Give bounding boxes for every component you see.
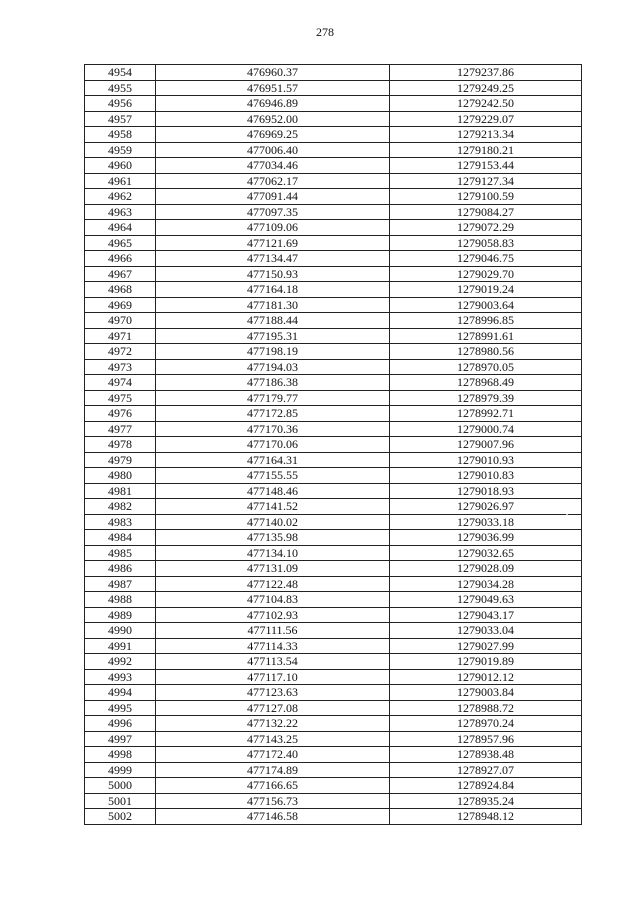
point-number-cell: 4959 <box>85 142 156 158</box>
point-number-cell: 4996 <box>85 716 156 732</box>
x-coordinate-cell: 477179.77 <box>156 390 390 406</box>
table-row <box>85 685 582 701</box>
point-number-cell: 4990 <box>85 623 156 639</box>
x-coordinate-cell: 477121.69 <box>156 235 390 251</box>
y-coordinate-cell: 1278992.71 <box>390 406 582 422</box>
y-coordinate-cell: 1279033.18 <box>390 514 582 530</box>
x-coordinate-cell: 477195.31 <box>156 328 390 344</box>
y-coordinate-cell: 1279049.63 <box>390 592 582 608</box>
point-number-cell: 4962 <box>85 189 156 205</box>
table-row <box>85 173 582 189</box>
x-coordinate-cell: 477134.47 <box>156 251 390 267</box>
table-row <box>85 111 582 127</box>
table-row <box>85 80 582 96</box>
x-coordinate-cell: 476946.89 <box>156 96 390 112</box>
y-coordinate-cell: 1279019.89 <box>390 654 582 670</box>
x-coordinate-cell: 476969.25 <box>156 127 390 143</box>
x-coordinate-cell: 477172.85 <box>156 406 390 422</box>
table-row <box>85 778 582 794</box>
point-number-cell: 4998 <box>85 747 156 763</box>
table-row <box>85 204 582 220</box>
table-row <box>85 576 582 592</box>
point-number-cell: 4997 <box>85 731 156 747</box>
table-row <box>85 654 582 670</box>
y-coordinate-cell: 1278924.84 <box>390 778 582 794</box>
x-coordinate-cell: 477170.36 <box>156 421 390 437</box>
x-coordinate-cell: 477140.02 <box>156 514 390 530</box>
table-row <box>85 297 582 313</box>
x-coordinate-cell: 477143.25 <box>156 731 390 747</box>
table-row <box>85 313 582 329</box>
y-coordinate-cell: 1279213.34 <box>390 127 582 143</box>
point-number-cell: 5002 <box>85 809 156 825</box>
y-coordinate-cell: 1279072.29 <box>390 220 582 236</box>
x-coordinate-cell: 477097.35 <box>156 204 390 220</box>
point-number-cell: 5001 <box>85 793 156 809</box>
y-coordinate-cell: 1279032.65 <box>390 545 582 561</box>
point-number-cell: 4992 <box>85 654 156 670</box>
table-row <box>85 406 582 422</box>
point-number-cell: 4966 <box>85 251 156 267</box>
table-row <box>85 468 582 484</box>
point-number-cell: 4967 <box>85 266 156 282</box>
point-number-cell: 4989 <box>85 607 156 623</box>
point-number-cell: 4985 <box>85 545 156 561</box>
y-coordinate-cell: 1279084.27 <box>390 204 582 220</box>
table-row <box>85 762 582 778</box>
point-number-cell: 4958 <box>85 127 156 143</box>
y-coordinate-cell: 1279018.93 <box>390 483 582 499</box>
x-coordinate-cell: 477102.93 <box>156 607 390 623</box>
table-row <box>85 390 582 406</box>
y-coordinate-cell: 1279003.84 <box>390 685 582 701</box>
table-row <box>85 189 582 205</box>
table-row <box>85 530 582 546</box>
x-coordinate-cell: 477188.44 <box>156 313 390 329</box>
table-row <box>85 607 582 623</box>
table-row <box>85 96 582 112</box>
point-number-cell: 4993 <box>85 669 156 685</box>
y-coordinate-cell: 1278996.85 <box>390 313 582 329</box>
y-coordinate-cell: 1279000.74 <box>390 421 582 437</box>
x-coordinate-cell: 477006.40 <box>156 142 390 158</box>
x-coordinate-cell: 477091.44 <box>156 189 390 205</box>
point-number-cell: 4963 <box>85 204 156 220</box>
x-coordinate-cell: 477114.33 <box>156 638 390 654</box>
point-number-cell: 4982 <box>85 499 156 515</box>
table-row <box>85 793 582 809</box>
point-number-cell: 4980 <box>85 468 156 484</box>
scan-speck <box>566 514 568 515</box>
x-coordinate-cell: 476952.00 <box>156 111 390 127</box>
page-number: 278 <box>316 25 334 39</box>
x-coordinate-cell: 477172.40 <box>156 747 390 763</box>
point-number-cell: 4961 <box>85 173 156 189</box>
table-row <box>85 638 582 654</box>
point-number-cell: 4957 <box>85 111 156 127</box>
table-row <box>85 809 582 825</box>
y-coordinate-cell: 1279029.70 <box>390 266 582 282</box>
x-coordinate-cell: 477198.19 <box>156 344 390 360</box>
point-number-cell: 4987 <box>85 576 156 592</box>
y-coordinate-cell: 1279153.44 <box>390 158 582 174</box>
y-coordinate-cell: 1279242.50 <box>390 96 582 112</box>
table-row <box>85 344 582 360</box>
x-coordinate-cell: 477111.56 <box>156 623 390 639</box>
table-row <box>85 483 582 499</box>
table-row <box>85 65 582 81</box>
y-coordinate-cell: 1278948.12 <box>390 809 582 825</box>
table-row <box>85 731 582 747</box>
table-row <box>85 266 582 282</box>
x-coordinate-cell: 477155.55 <box>156 468 390 484</box>
x-coordinate-cell: 477122.48 <box>156 576 390 592</box>
coordinate-table <box>84 64 582 825</box>
y-coordinate-cell: 1278970.05 <box>390 359 582 375</box>
table-row <box>85 700 582 716</box>
y-coordinate-cell: 1279237.86 <box>390 65 582 81</box>
y-coordinate-cell: 1278979.39 <box>390 390 582 406</box>
point-number-cell: 4979 <box>85 452 156 468</box>
point-number-cell: 4954 <box>85 65 156 81</box>
y-coordinate-cell: 1278968.49 <box>390 375 582 391</box>
point-number-cell: 4974 <box>85 375 156 391</box>
y-coordinate-cell: 1278991.61 <box>390 328 582 344</box>
point-number-cell: 4971 <box>85 328 156 344</box>
point-number-cell: 4970 <box>85 313 156 329</box>
y-coordinate-cell: 1279010.83 <box>390 468 582 484</box>
table-row <box>85 282 582 298</box>
table-row <box>85 514 582 530</box>
point-number-cell: 4977 <box>85 421 156 437</box>
point-number-cell: 4995 <box>85 700 156 716</box>
point-number-cell: 4978 <box>85 437 156 453</box>
y-coordinate-cell: 1278988.72 <box>390 700 582 716</box>
coordinate-table-body <box>85 65 582 825</box>
y-coordinate-cell: 1279180.21 <box>390 142 582 158</box>
point-number-cell: 4984 <box>85 530 156 546</box>
y-coordinate-cell: 1279028.09 <box>390 561 582 577</box>
x-coordinate-cell: 477113.54 <box>156 654 390 670</box>
x-coordinate-cell: 477104.83 <box>156 592 390 608</box>
point-number-cell: 4983 <box>85 514 156 530</box>
x-coordinate-cell: 477166.65 <box>156 778 390 794</box>
point-number-cell: 4960 <box>85 158 156 174</box>
y-coordinate-cell: 1279012.12 <box>390 669 582 685</box>
table-row <box>85 561 582 577</box>
x-coordinate-cell: 477134.10 <box>156 545 390 561</box>
y-coordinate-cell: 1279046.75 <box>390 251 582 267</box>
y-coordinate-cell: 1279010.93 <box>390 452 582 468</box>
point-number-cell: 4965 <box>85 235 156 251</box>
point-number-cell: 4975 <box>85 390 156 406</box>
y-coordinate-cell: 1279229.07 <box>390 111 582 127</box>
table-row <box>85 592 582 608</box>
point-number-cell: 4986 <box>85 561 156 577</box>
table-row <box>85 716 582 732</box>
y-coordinate-cell: 1279003.64 <box>390 297 582 313</box>
y-coordinate-cell: 1278938.48 <box>390 747 582 763</box>
point-number-cell: 4994 <box>85 685 156 701</box>
table-row <box>85 328 582 344</box>
x-coordinate-cell: 477156.73 <box>156 793 390 809</box>
table-row <box>85 623 582 639</box>
x-coordinate-cell: 477132.22 <box>156 716 390 732</box>
point-number-cell: 5000 <box>85 778 156 794</box>
point-number-cell: 4972 <box>85 344 156 360</box>
y-coordinate-cell: 1278957.96 <box>390 731 582 747</box>
table-row <box>85 437 582 453</box>
x-coordinate-cell: 477181.30 <box>156 297 390 313</box>
point-number-cell: 4969 <box>85 297 156 313</box>
y-coordinate-cell: 1279007.96 <box>390 437 582 453</box>
point-number-cell: 4973 <box>85 359 156 375</box>
table-row <box>85 747 582 763</box>
table-row <box>85 158 582 174</box>
x-coordinate-cell: 477034.46 <box>156 158 390 174</box>
table-row <box>85 359 582 375</box>
table-row <box>85 127 582 143</box>
point-number-cell: 4988 <box>85 592 156 608</box>
table-row <box>85 142 582 158</box>
x-coordinate-cell: 476960.37 <box>156 65 390 81</box>
table-row <box>85 220 582 236</box>
y-coordinate-cell: 1279127.34 <box>390 173 582 189</box>
table-row <box>85 421 582 437</box>
x-coordinate-cell: 477127.08 <box>156 700 390 716</box>
x-coordinate-cell: 477194.03 <box>156 359 390 375</box>
y-coordinate-cell: 1279036.99 <box>390 530 582 546</box>
table-row <box>85 452 582 468</box>
point-number-cell: 4991 <box>85 638 156 654</box>
y-coordinate-cell: 1278935.24 <box>390 793 582 809</box>
x-coordinate-cell: 477123.63 <box>156 685 390 701</box>
point-number-cell: 4981 <box>85 483 156 499</box>
x-coordinate-cell: 477146.58 <box>156 809 390 825</box>
x-coordinate-cell: 477150.93 <box>156 266 390 282</box>
table-row <box>85 375 582 391</box>
x-coordinate-cell: 477170.06 <box>156 437 390 453</box>
y-coordinate-cell: 1278927.07 <box>390 762 582 778</box>
y-coordinate-cell: 1279019.24 <box>390 282 582 298</box>
x-coordinate-cell: 477164.31 <box>156 452 390 468</box>
point-number-cell: 4976 <box>85 406 156 422</box>
x-coordinate-cell: 477186.38 <box>156 375 390 391</box>
x-coordinate-cell: 477164.18 <box>156 282 390 298</box>
point-number-cell: 4999 <box>85 762 156 778</box>
point-number-cell: 4955 <box>85 80 156 96</box>
point-number-cell: 4956 <box>85 96 156 112</box>
y-coordinate-cell: 1278970.24 <box>390 716 582 732</box>
y-coordinate-cell: 1279034.28 <box>390 576 582 592</box>
y-coordinate-cell: 1279043.17 <box>390 607 582 623</box>
y-coordinate-cell: 1279027.99 <box>390 638 582 654</box>
x-coordinate-cell: 477174.89 <box>156 762 390 778</box>
point-number-cell: 4968 <box>85 282 156 298</box>
y-coordinate-cell: 1278980.56 <box>390 344 582 360</box>
table-row <box>85 251 582 267</box>
x-coordinate-cell: 477131.09 <box>156 561 390 577</box>
y-coordinate-cell: 1279058.83 <box>390 235 582 251</box>
x-coordinate-cell: 477135.98 <box>156 530 390 546</box>
x-coordinate-cell: 476951.57 <box>156 80 390 96</box>
table-row <box>85 235 582 251</box>
x-coordinate-cell: 477148.46 <box>156 483 390 499</box>
x-coordinate-cell: 477062.17 <box>156 173 390 189</box>
x-coordinate-cell: 477141.52 <box>156 499 390 515</box>
table-row <box>85 669 582 685</box>
y-coordinate-cell: 1279249.25 <box>390 80 582 96</box>
y-coordinate-cell: 1279033.04 <box>390 623 582 639</box>
y-coordinate-cell: 1279026.97 <box>390 499 582 515</box>
x-coordinate-cell: 477117.10 <box>156 669 390 685</box>
table-row <box>85 499 582 515</box>
x-coordinate-cell: 477109.06 <box>156 220 390 236</box>
y-coordinate-cell: 1279100.59 <box>390 189 582 205</box>
table-row <box>85 545 582 561</box>
point-number-cell: 4964 <box>85 220 156 236</box>
